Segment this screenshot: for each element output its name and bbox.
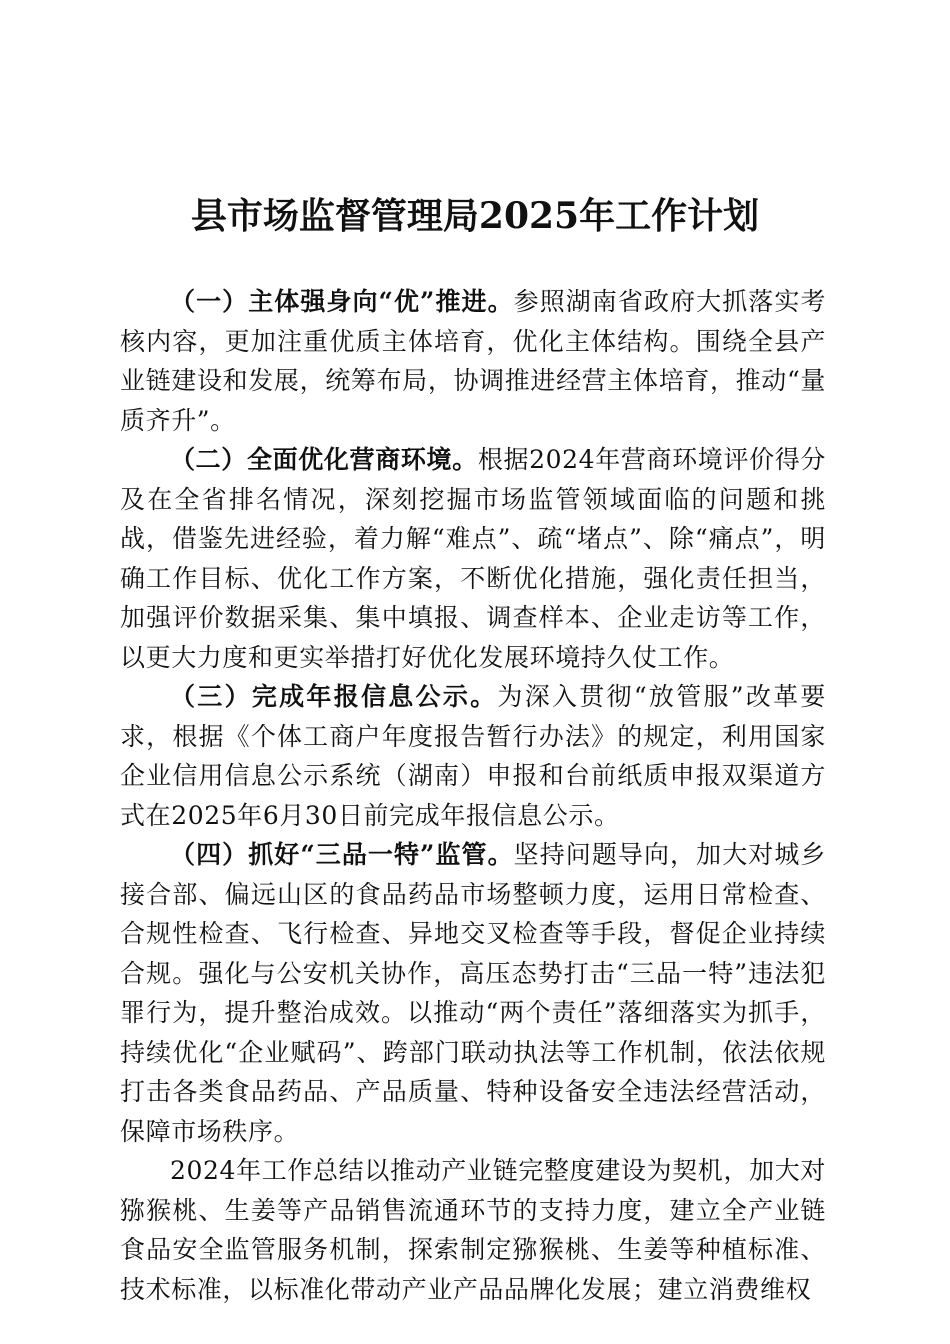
paragraph-text: 根据2024年营商环境评价得分及在全省排名情况，深刻挖掘市场监管领域面临的问题和挑战，借鉴先进经验，着力解“难点”、疏“堵点”、除“痛点”，明确工作目标、优化工作方案，不断优化措施，强化责任担当，加强评价数据采集、集中填报、调查样本、企业走访等工作，以更大力度和更实举措打好优化发展环境持久仗工作。: [120, 445, 826, 672]
document-title: 县市场监督管理局2025年工作计划: [190, 195, 760, 237]
paragraph-3: [120, 677, 826, 835]
paragraph-text: 为深入贯彻“放管服”改革要求，根据《个体工商户年度报告暂行办法》的规定，利用国家企业信用信息公示系统（湖南）申报和台前纸质申报双渠道方式在2025年6月30日前完成年报信息公示。: [120, 682, 826, 830]
paragraph-heading: （四）抓好“三品一特”监管。: [170, 840, 514, 869]
paragraph-2: [120, 440, 826, 677]
paragraph-heading: （三）完成年报信息公示。: [170, 682, 498, 711]
paragraph-1: [120, 282, 826, 440]
paragraph-text: 坚持问题导向，加大对城乡接合部、偏远山区的食品药品市场整顿力度，运用日常检查、合规性检查、飞行检查、异地交叉检查等手段，督促企业持续合规。强化与公安机关协作，高压态势打击“三品一特”违法犯罪行为，提升整治成效。以推动“两个责任”落细落实为抓手，持续优化“企业赋码”、跨部门联动执法等工作机制，依法依规打击各类食品药品、产品质量、特种设备安全违法经营活动，保障市场秩序。: [120, 840, 826, 1146]
document-body: [120, 282, 826, 1309]
paragraph-heading: （二）全面优化营商环境。: [170, 445, 478, 474]
paragraph-4: [120, 835, 826, 1151]
paragraph-text: 2024年工作总结以推动产业链完整度建设为契机，加大对猕猴桃、生姜等产品销售流通环节的支持力度，建立全产业链食品安全监管服务机制，探索制定猕猴桃、生姜等种植标准、技术标准，以标准化带动产业产品品牌化发展；建立消费维权: [120, 1156, 826, 1304]
paragraph-heading: （一）主体强身向“优”推进。: [170, 287, 514, 316]
paragraph-text: 参照湖南省政府大抓落实考核内容，更加注重优质主体培育，优化主体结构。围绕全县产业链建设和发展，统筹布局，协调推进经营主体培育，推动“量质齐升”。: [120, 287, 826, 435]
paragraph-5: [120, 1151, 826, 1309]
